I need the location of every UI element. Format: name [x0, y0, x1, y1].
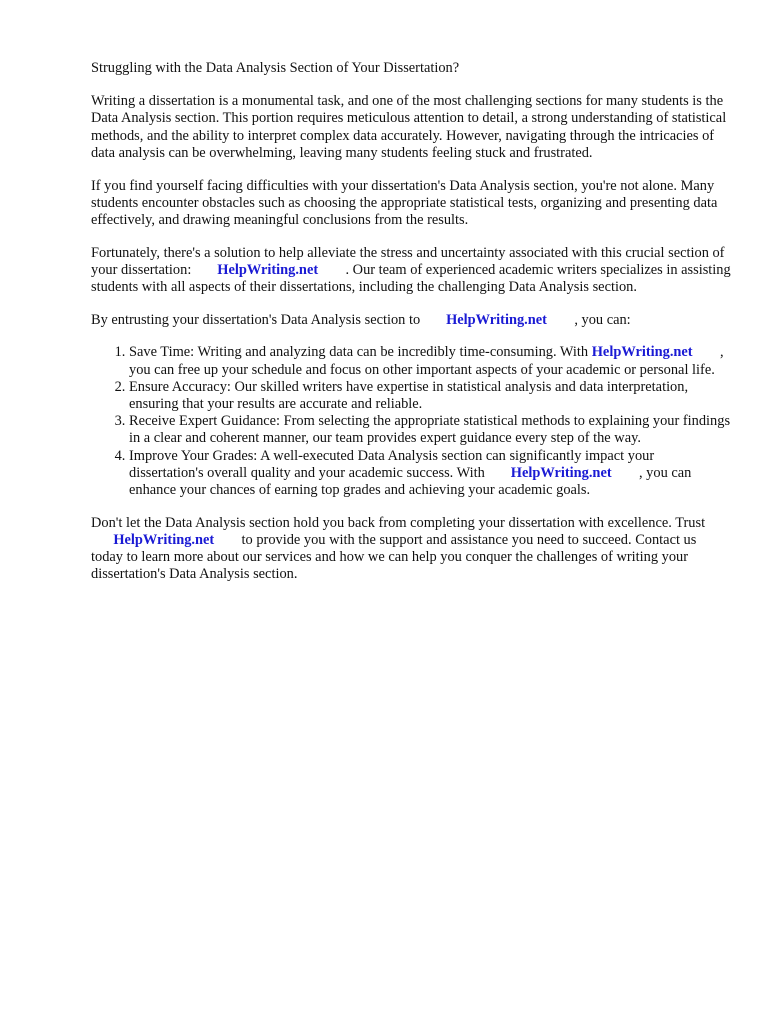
solution-text-after: . Our team of experienced academic writers specializes in assisting students with all aspects of their dissertations, including the challenging Data Analysis section. — [91, 261, 731, 296]
helpwriting-link[interactable]: HelpWriting.net — [591, 344, 693, 361]
helpwriting-link[interactable]: HelpWriting.net — [446, 311, 547, 328]
intro-paragraph: Writing a dissertation is a monumental task, and one of the most challenging sections for many students is the Data Analysis section. This portion requires meticulous attention to detail, a strong understanding of statistical methods, and the ability to interpret complex data accurately. However, navigating through the intricacies of data analysis can be overwhelming, leaving many students feeling stuck and frustrated. — [91, 93, 727, 161]
save-time-text-before: Save Time: Writing and analyzing data can be incredibly time-consuming. With — [129, 344, 589, 361]
list-item — [129, 448, 731, 500]
difficulties-paragraph: If you find yourself facing difficulties with your dissertation's Data Analysis section, you're not alone. Many students encounter obstacles such as choosing the appropriate statistical tests, organizing and presenting data effectively, and drawing meaningful conclusions from the results. — [91, 177, 718, 228]
entrust-paragraph — [91, 312, 731, 329]
document-title: Struggling with the Data Analysis Section of Your Dissertation? — [91, 60, 460, 76]
solution-paragraph — [91, 245, 731, 297]
grades-text-after: , you can enhance your chances of earning top grades and achieving your academic goals. — [129, 464, 692, 499]
list-item — [129, 344, 731, 378]
entrust-text-before: By entrusting your dissertation's Data Analysis section to — [91, 311, 421, 328]
list-item: 2. Ensure Accuracy: Our skilled writers have expertise in statistical analysis and data interpretation, ensuring that your results are accurate and reliable. — [129, 379, 731, 413]
helpwriting-link[interactable]: HelpWriting.net — [510, 464, 612, 481]
save-time-text-after: , you can free up your schedule and focus on other important aspects of your academic or personal life. — [129, 344, 724, 378]
closing-text-before: Don't let the Data Analysis section hold you back from completing your dissertation with excellence. Trust — [91, 514, 706, 531]
grades-text-before: Improve Your Grades: A well-executed Data Analysis section can significantly impact your dissertation's overall quality and your academic success. With — [129, 447, 655, 481]
entrust-text-after: , you can: — [574, 311, 631, 328]
closing-paragraph — [91, 515, 731, 584]
closing-text-after: to provide you with the support and assistance you need to succeed. Contact us today to learn more about our services and how we can help you conquer the challenges of writing your dissertation's Data Analysis section. — [91, 531, 697, 583]
list-item: 3. Receive Expert Guidance: From selecting the appropriate statistical methods to explaining your findings in a clear and coherent manner, our team provides expert guidance every step of the way. — [129, 413, 731, 447]
helpwriting-link[interactable]: HelpWriting.net — [113, 531, 215, 548]
solution-text-before: Fortunately, there's a solution to help alleviate the stress and uncertainty associated with this crucial section of your dissertation: — [91, 244, 725, 278]
helpwriting-link[interactable]: HelpWriting.net — [217, 261, 319, 278]
benefits-list — [91, 344, 731, 499]
document-page — [91, 60, 731, 599]
